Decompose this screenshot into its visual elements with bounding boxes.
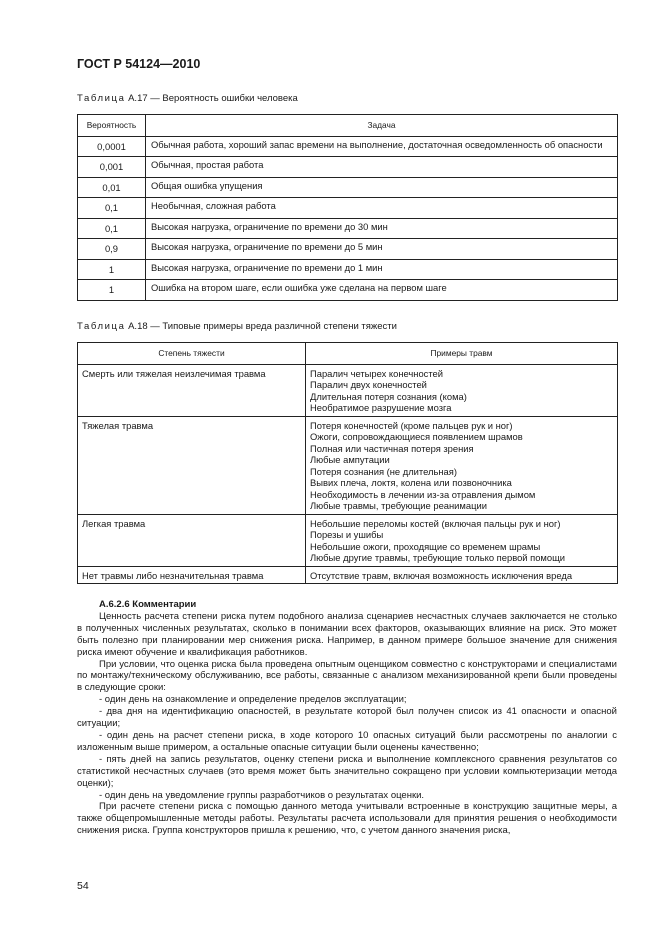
table-row — [78, 416, 618, 514]
table-row — [78, 280, 618, 301]
task-cell: Обычная работа, хороший запас времени на выполнение, достаточная осведомленность об опасности — [146, 136, 618, 157]
severity-cell: Легкая травма — [78, 514, 306, 566]
paragraph: Ценность расчета степени риска путем подобного анализа сценариев несчастных случаев заключается не столько в полученных численных результатах, сколько в понимании всех факторов, оказывающих влияние на риск. Это может быть полезно при планировании мер снижения риска. Например, в данном примере большое значение для снижения риска имеют обучение и квалификация работников. — [77, 610, 617, 658]
table-row — [78, 198, 618, 219]
probability-cell: 0,1 — [78, 198, 146, 219]
injury-example: Необходимость в лечении из-за отравления дымом — [310, 488, 536, 500]
task-cell: Обычная, простая работа — [146, 157, 618, 178]
injury-example: Любые другие травмы, требующие только первой помощи — [310, 552, 566, 563]
table-a18-header-severity: Степень тяжести — [78, 343, 306, 365]
severity-cell: Нет травмы либо незначительная травма — [78, 566, 306, 584]
table-a18 — [77, 342, 618, 584]
injury-example: Потеря сознания (не длительная) — [310, 465, 457, 477]
injury-example: Порезы и ушибы — [310, 529, 384, 540]
severity-cell: Смерть или тяжелая неизлечимая травма — [78, 364, 306, 416]
probability-cell: 0,1 — [78, 218, 146, 239]
table-a18-body — [78, 364, 618, 584]
probability-cell: 1 — [78, 259, 146, 280]
injury-example: Паралич четырех конечностей — [310, 367, 444, 379]
table-a17 — [77, 114, 618, 301]
table-row — [78, 239, 618, 260]
probability-cell: 1 — [78, 280, 146, 301]
task-cell: Ошибка на втором шаге, если ошибка уже сделана на первом шаге — [146, 280, 618, 301]
document-header: ГОСТ Р 54124—2010 — [77, 57, 201, 71]
table-a17-caption-text: А.17 — Вероятность ошибки человека — [125, 93, 298, 104]
injury-example: Потеря конечностей (кроме пальцев рук и ног) — [310, 419, 513, 431]
injury-example: Паралич двух конечностей — [310, 379, 427, 390]
injury-example: Вывих плеча, локтя, колена или позвоночника — [310, 477, 512, 488]
table-row — [78, 566, 618, 584]
table-row — [78, 218, 618, 239]
table-a18-header-examples: Примеры травм — [306, 343, 618, 365]
injury-example: Длительная потеря сознания (кома) — [310, 390, 467, 402]
severity-cell: Тяжелая травма — [78, 416, 306, 514]
list-item: - пять дней на запись результатов, оценку степени риска и выполнение комплексного сравнения результатов со статистикой несчастных случаев (это время может быть значительно сокращено при условии компьютеризации метода оценки); — [77, 753, 617, 789]
task-cell: Высокая нагрузка, ограничение по времени до 1 мин — [146, 259, 618, 280]
injury-example: Небольшие ожоги, проходящие со временем шрамы — [310, 540, 541, 552]
injury-example: Любые ампутации — [310, 454, 390, 465]
table-a18-caption-prefix: Таблица — [77, 321, 126, 332]
table-a17-caption-prefix: Таблица — [77, 93, 126, 104]
page-number: 54 — [77, 880, 89, 892]
task-cell: Общая ошибка упущения — [146, 177, 618, 198]
task-cell: Высокая нагрузка, ограничение по времени до 5 мин — [146, 239, 618, 260]
injury-example: Ожоги, сопровождающиеся появлением шрамов — [310, 431, 523, 442]
examples-cell — [306, 416, 618, 514]
list-item: - один день на ознакомление и определение пределов эксплуатации; — [99, 694, 407, 706]
probability-cell: 0,001 — [78, 157, 146, 178]
section-heading: А.6.2.6 Комментарии — [99, 599, 197, 610]
table-row — [78, 177, 618, 198]
table-a17-body — [78, 136, 618, 300]
list-item: - один день на уведомление группы разработчиков о результатах оценки. — [99, 789, 425, 801]
examples-cell — [306, 514, 618, 566]
table-a18-caption-text: А.18 — Типовые примеры вреда различной степени тяжести — [125, 321, 397, 332]
table-row — [78, 136, 618, 157]
list-item: - один день на расчет степени риска, в ходе которого 10 опасных ситуаций были рассмотрены по аналогии с изложенным выше примером, а остальные опасные ситуации были оценены качественно; — [77, 729, 617, 753]
paragraph: При условии, что оценка риска была проведена опытным оценщиком совместно с конструкторами и специалистами по монтажу/техническому обслуживанию, все работы, связанные с анализом механизированной крепи были проведены в следующие сроки: — [77, 658, 617, 694]
probability-cell: 0,0001 — [78, 136, 146, 157]
table-row — [78, 514, 618, 566]
table-a18-caption — [77, 321, 397, 332]
injury-example: Необратимое разрушение мозга — [310, 402, 452, 413]
task-cell: Высокая нагрузка, ограничение по времени до 30 мин — [146, 218, 618, 239]
list-item: - два дня на идентификацию опасностей, в результате которой был получен список из 41 опасности и опасной ситуации; — [77, 706, 617, 730]
examples-cell — [306, 566, 618, 584]
section-comments — [77, 599, 617, 837]
injury-example: Полная или частичная потеря зрения — [310, 442, 474, 454]
table-row — [78, 364, 618, 416]
probability-cell: 0,01 — [78, 177, 146, 198]
injury-example: Любые травмы, требующие реанимации — [310, 500, 487, 511]
task-cell: Необычная, сложная работа — [146, 198, 618, 219]
examples-cell — [306, 364, 618, 416]
injury-example: Отсутствие травм, включая возможность исключения вреда — [310, 569, 573, 581]
table-row — [78, 157, 618, 178]
probability-cell: 0,9 — [78, 239, 146, 260]
table-a17-caption — [77, 93, 298, 104]
table-row — [78, 259, 618, 280]
paragraph: При расчете степени риска с помощью данного метода учитывали встроенные в конструкцию защитные меры, а также общепромышленные методы работы. Результаты расчета использовали для принятия решения о необходимости снижения риска. Группа конструкторов пришла к решению, что, с учетом данного значения риска, — [77, 801, 617, 837]
injury-example: Небольшие переломы костей (включая пальцы рук и ног) — [310, 517, 561, 529]
table-a17-header-task: Задача — [146, 115, 618, 137]
table-a17-header-probability: Вероятность — [78, 115, 146, 137]
